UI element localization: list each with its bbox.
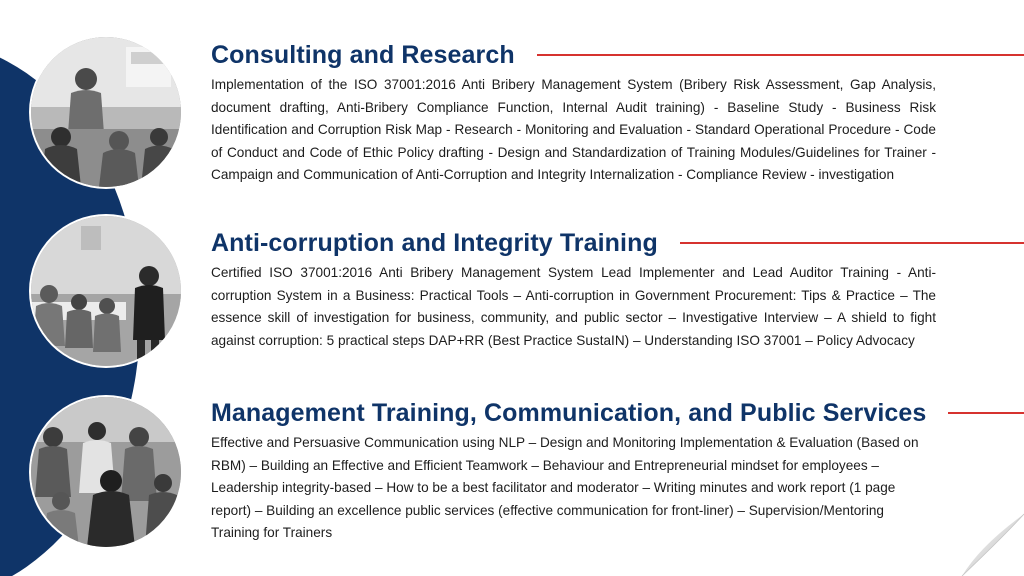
page-curl-icon	[954, 506, 1024, 576]
title-red-rule	[948, 412, 1024, 414]
section-title-row	[211, 38, 1024, 72]
section-consulting-research	[211, 38, 1024, 187]
section-title-row	[211, 396, 1024, 430]
title-red-rule	[537, 54, 1024, 56]
trainer-photo-icon	[31, 216, 181, 366]
section-anticorruption-training	[211, 226, 1024, 352]
section-title-row	[211, 226, 1024, 260]
presenter-photo-icon	[31, 37, 181, 187]
section-title: Consulting and Research	[211, 40, 515, 69]
title-red-rule	[680, 242, 1024, 244]
section-management-training	[211, 396, 1024, 545]
section-title: Anti-corruption and Integrity Training	[211, 228, 658, 257]
section-body: Effective and Persuasive Communication using NLP – Design and Monitoring Implementation & Evaluation (Based on RBM) – Building an Effective and Efficient Teamwork – Behaviour and Entrepreneurial mindset for employees – Leadership integrity-based – How to be a best facilitator and moderator – Writing minutes and work report (1 page report) – Building an excellence public services (effective communication for front-liner) – Supervision/Mentoring Training for Trainers	[211, 435, 919, 541]
section-body: Certified ISO 37001:2016 Anti Bribery Management System Lead Implementer and Lead Auditor Training - Anti-corruption System in a Business: Practical Tools – Anti-corruption in Government Procurement: Tips & Practice – The essence skill of investigation for business, community, and public sector – Investigative Interview – A shield to fight against corruption: 5 practical steps DAP+RR (Best Practice SustaIN) – Understanding ISO 37001 – Policy Advocacy	[211, 265, 936, 348]
section-body: Implementation of the ISO 37001:2016 Anti Bribery Management System (Bribery Risk Assessment, Gap Analysis, document drafting, Anti-Bribery Compliance Function, Internal Audit training) - Baseline Study - Business Risk Identification and Corruption Risk Map - Research - Monitoring and Evaluation - Standard Operational Procedure - Code of Conduct and Code of Ethic Policy drafting - Design and Standardization of Training Modules/Guidelines for Trainer - Campaign and Communication of Anti-Corruption and Integrity Internalization - Compliance Review - investigation	[211, 77, 936, 183]
section-title: Management Training, Communication, and Public Services	[211, 398, 927, 427]
group-workshop-photo-icon	[31, 397, 181, 547]
